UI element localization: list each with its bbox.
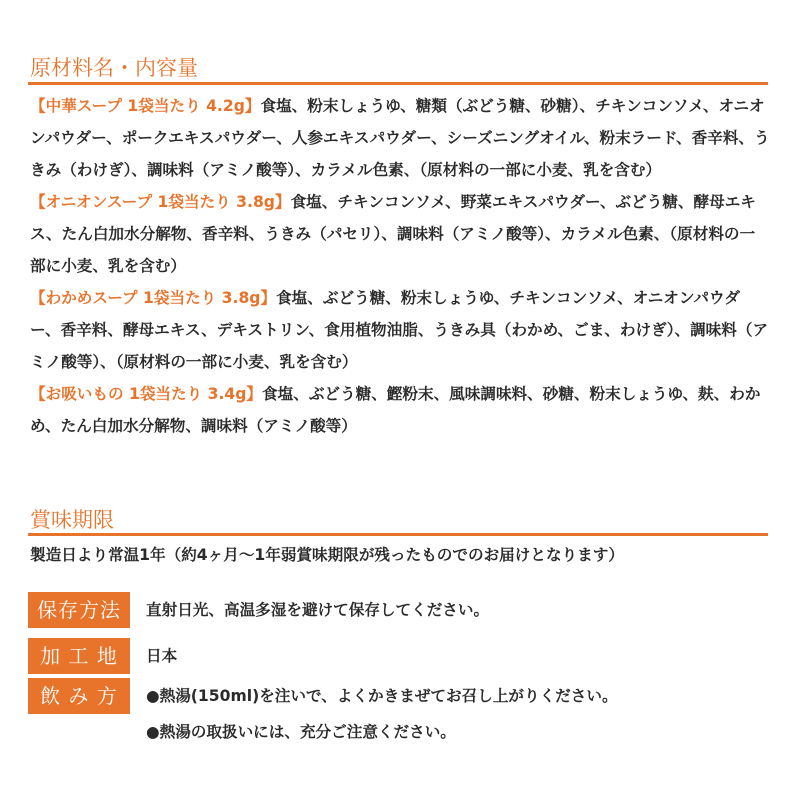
ingredient-item-wakame [30,282,770,378]
ingredient-text: 食塩、粉末しょうゆ、糖類（ぶどう糖、砂糖）、チキンコンソメ、オニオンパウダー、ポークエキスパウダー、人参エキスパウダー、シーズニングオイル、粉末ラード、香辛料、うきみ（わけぎ）、調味料（アミノ酸等）、カラメル色素、（原材料の一部に小麦、乳を含む） [30,97,770,179]
howto-line-2: ●熱湯の取扱いには、充分ご注意ください。 [146,723,456,741]
ingredient-item-onion [30,186,770,282]
ingredient-item-osuimono [30,378,770,442]
ingredient-heading: 【オニオンスープ 1袋当たり 3.8g】 [30,193,291,211]
expiry-text: 製造日より常温1年（約4ヶ月～1年弱賞味期限が残ったものでのお届けとなります） [30,546,624,564]
howto-line-1: ●熱湯(150ml)を注いで、よくかきまぜてお召し上がりください。 [146,687,618,705]
ingredient-heading: 【中華スープ 1袋当たり 4.2g】 [30,97,261,115]
ingredient-text: 食塩、ぶどう糖、粉末しょうゆ、チキンコンソメ、オニオンパウダー、香辛料、酵母エキス、デキストリン、食用植物油脂、うきみ具（わかめ、ごま、わけぎ）、調味料（アミノ酸等）、（原材料の一部に小麦、乳を含む） [30,289,769,371]
expiry-title: 賞味期限 [30,508,114,532]
expiry-divider [28,533,768,536]
storage-text: 直射日光、高温多湿を避けて保存してください。 [146,601,490,619]
ingredients-list [30,90,770,442]
ingredients-divider [28,82,768,85]
ingredient-heading: 【お吸いもの 1袋当たり 3.4g】 [30,385,263,403]
storage-label-badge: 保存方法 [28,592,130,628]
ingredient-text: 食塩、ぶどう糖、鰹粉末、風味調味料、砂糖、粉末しょうゆ、麸、わかめ、たん白加水分解物、調味料（アミノ酸等） [30,385,761,435]
howto-label-badge: 飲 み 方 [28,678,130,714]
ingredients-title: 原材料名・内容量 [30,56,198,80]
origin-label-badge: 加 工 地 [28,638,130,674]
ingredient-heading: 【わかめスープ 1袋当たり 3.8g】 [30,289,277,307]
origin-text: 日本 [146,647,178,665]
ingredient-item-chuka [30,90,770,186]
howto-text [146,678,776,750]
ingredient-text: 食塩、チキンコンソメ、野菜エキスパウダー、ぶどう糖、酵母エキス、たん白加水分解物、香辛料、うきみ（パセリ）、調味料（アミノ酸等）、カラメル色素、（原材料の一部に小麦、乳を含む） [30,193,756,275]
